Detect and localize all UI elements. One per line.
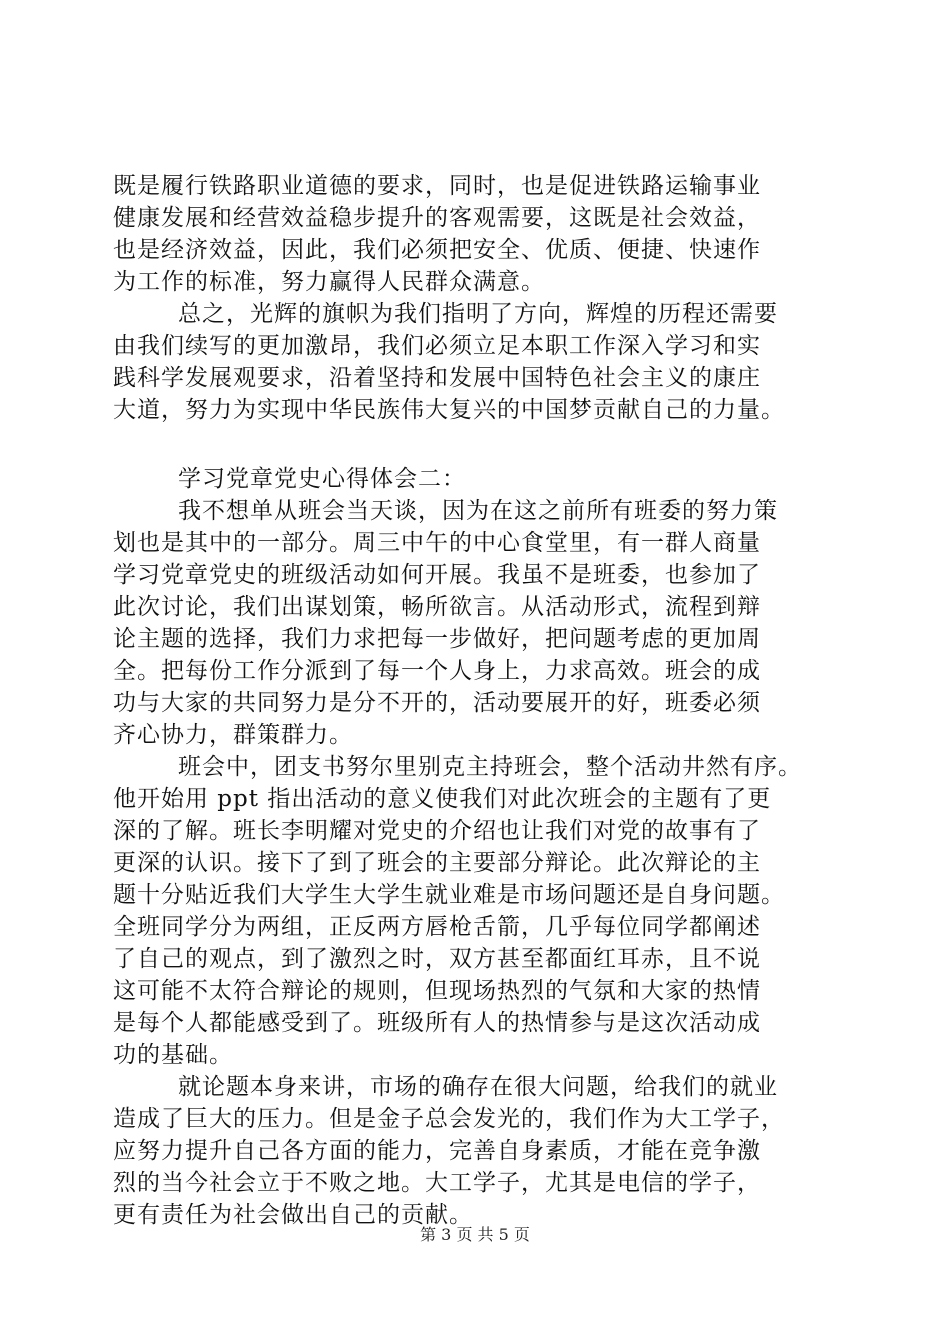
text-line: 由我们续写的更加激昂，我们必须立足本职工作深入学习和实 <box>113 333 761 359</box>
text-line: 就论题本身来讲，市场的确存在很大问题，给我们的就业 <box>178 1074 778 1100</box>
text-line: 功与大家的共同努力是分不开的，活动要展开的好，班委必须 <box>113 690 761 716</box>
text-line: 学习党章党史的班级活动如何开展。我虽不是班委，也参加了 <box>113 562 761 588</box>
text-line: 也是经济效益，因此，我们必须把安全、优质、便捷、快速作 <box>113 237 761 263</box>
text-line: 大道，努力为实现中华民族伟大复兴的中国梦贡献自己的力量。 <box>113 397 785 423</box>
text-line: 既是履行铁路职业道德的要求，同时，也是促进铁路运输事业 <box>113 173 761 199</box>
text-line: 深的了解。班长李明耀对党史的介绍也让我们对党的故事有了 <box>113 818 761 844</box>
text-line: 划也是其中的一部分。周三中午的中心食堂里，有一群人商量 <box>113 530 761 556</box>
text-line: 总之，光辉的旗帜为我们指明了方向，辉煌的历程还需要 <box>178 301 778 327</box>
text-line: 全。把每份工作分派到了每一个人身上，力求高效。班会的成 <box>113 658 761 684</box>
text-line: 齐心协力，群策群力。 <box>113 722 353 748</box>
paragraph-gap <box>113 426 843 463</box>
text-line: 全班同学分为两组，正反两方唇枪舌箭，几乎每位同学都阐述 <box>113 914 761 940</box>
text-line: 这可能不太符合辩论的规则，但现场热烈的气氛和大家的热情 <box>113 978 761 1004</box>
text-line: 了自己的观点，到了激烈之时，双方甚至都面红耳赤，且不说 <box>113 946 761 972</box>
text-line: 班会中，团支书努尔里别克主持班会，整个活动井然有序。 <box>178 754 802 780</box>
document-body <box>113 170 843 1231</box>
paragraph-planning <box>113 495 843 751</box>
text-line: 更深的认识。接下了到了班会的主要部分辩论。此次辩论的主 <box>113 850 761 876</box>
text-line: 论主题的选择，我们力求把每一步做好，把问题考虑的更加周 <box>113 626 761 652</box>
section-heading: 学习党章党史心得体会二： <box>178 466 466 492</box>
paragraph-conclusion <box>113 298 843 426</box>
page-number-footer: 第 3 页 共 5 页 <box>420 1225 530 1244</box>
text-line: 他开始用 ppt 指出活动的意义使我们对此次班会的主题有了更 <box>113 786 772 812</box>
text-line: 应努力提升自己各方面的能力，完善自身素质，才能在竞争激 <box>113 1138 761 1164</box>
text-line: 烈的当今社会立于不败之地。大工学子，尤其是电信的学子， <box>113 1170 761 1196</box>
text-line: 践科学发展观要求，沿着坚持和发展中国特色社会主义的康庄 <box>113 365 761 391</box>
paragraph-continuation <box>113 170 843 298</box>
paragraph-class-meeting <box>113 751 843 1071</box>
text-line: 题十分贴近我们大学生大学生就业难是市场问题还是自身问题。 <box>113 882 785 908</box>
paragraph-topic <box>113 1071 843 1231</box>
text-line: 我不想单从班会当天谈，因为在这之前所有班委的努力策 <box>178 498 778 524</box>
text-line: 是每个人都能感受到了。班级所有人的热情参与是这次活动成 <box>113 1010 761 1036</box>
text-line: 功的基础。 <box>113 1042 233 1068</box>
text-line: 健康发展和经营效益稳步提升的客观需要，这既是社会效益， <box>113 205 761 231</box>
text-line: 此次讨论，我们出谋划策，畅所欲言。从活动形式，流程到辩 <box>113 594 761 620</box>
text-line: 造成了巨大的压力。但是金子总会发光的，我们作为大工学子， <box>113 1106 785 1132</box>
text-line: 为工作的标准，努力赢得人民群众满意。 <box>113 269 545 295</box>
text-line: 更有责任为社会做出自己的贡献。 <box>113 1202 473 1228</box>
